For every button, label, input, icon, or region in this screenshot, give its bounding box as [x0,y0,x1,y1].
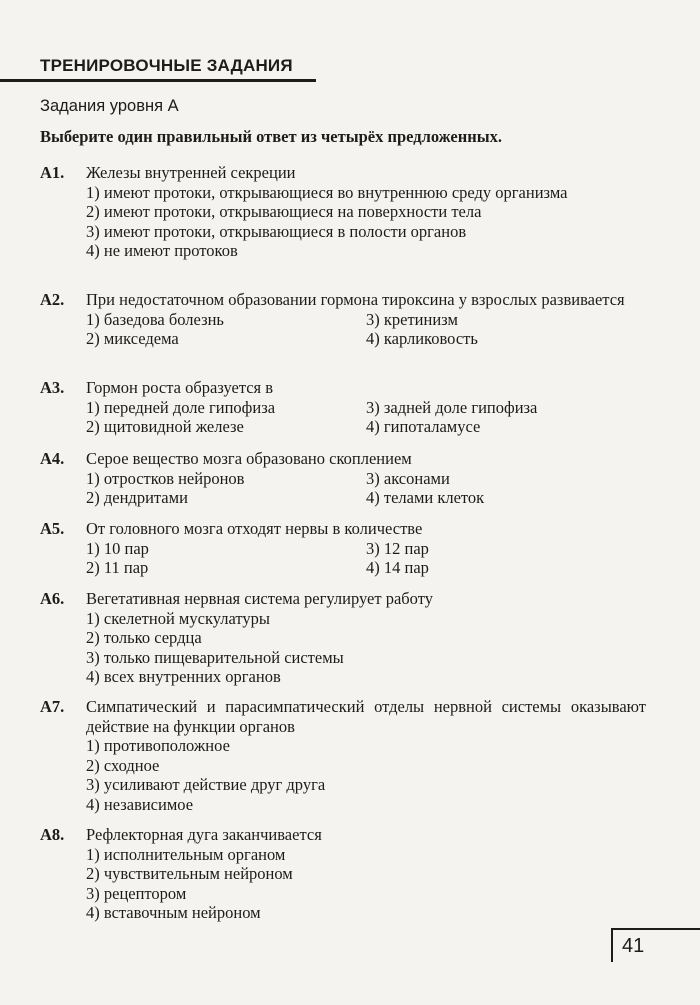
instruction-text: Выберите один правильный ответ из четырёх предложенных. [40,127,503,146]
question-number: А5. [40,519,65,538]
question-a2 [40,290,640,349]
answer-option: 3) только пищеварительной системы [86,647,344,667]
answer-option: 3) задней доле гипофиза [366,397,538,417]
answer-option: 4) 14 пар [366,558,429,577]
question-stem: Гормон роста образуется в [86,378,274,397]
question-a1 [40,163,640,261]
answer-option: 1) исполнительным органом [86,844,286,864]
answer-option: 2) только сердца [86,628,202,647]
answer-option: 2) имеют протоки, открывающиеся на поверхности тела [86,202,482,221]
question-number: А8. [40,825,65,844]
question-a4 [40,449,640,508]
answer-option: 4) независимое [86,794,194,814]
answer-option: 3) усиливают действие друг друга [86,775,326,794]
answer-option: 2) чувствительным нейроном [86,864,293,883]
answer-option: 4) гипоталамусе [366,417,481,436]
answer-option: 1) противоположное [86,736,230,755]
answer-option: 2) 11 пар [86,558,149,577]
level-subheading: Задания уровня А [40,97,179,115]
question-a6 [40,589,640,687]
question-a5 [40,519,640,578]
page-number-bracket [611,928,613,962]
answer-option: 4) не имеют протоков [86,241,238,260]
page-number-bracket-top [611,928,700,930]
answer-option: 4) карликовость [366,329,478,348]
question-number: А2. [40,290,65,309]
answer-option: 4) телами клеток [366,488,485,507]
question-number: А3. [40,378,65,397]
answer-option: 1) базедова болезнь [86,309,224,329]
answer-option: 2) щитовидной железе [86,417,244,436]
answer-option: 4) всех внутренних органов [86,667,281,686]
answer-option: 3) рецептором [86,883,187,903]
question-stem: От головного мозга отходят нервы в количестве [86,519,423,538]
question-number: А4. [40,449,65,468]
answer-option: 3) кретинизм [366,309,458,329]
question-number: А1. [40,163,65,182]
answer-option: 4) вставочным нейроном [86,903,261,922]
question-stem: Вегетативная нервная система регулирует работу [86,589,433,608]
question-stem: При недостаточном образовании гормона тироксина у взрослых развивается [86,290,625,309]
question-a8 [40,825,640,923]
section-title-underline [0,79,316,82]
answer-option: 1) имеют протоки, открывающиеся во внутреннюю среду организма [86,182,568,202]
answer-option: 1) скелетной мускулатуры [86,608,270,628]
answer-option: 1) передней доле гипофиза [86,397,276,417]
question-stem: Серое вещество мозга образовано скоплением [86,449,412,468]
question-a7 [40,697,646,814]
answer-option: 3) аксонами [366,468,450,488]
question-number: А6. [40,589,65,608]
section-title: ТРЕНИРОВОЧНЫЕ ЗАДАНИЯ [40,56,293,75]
question-stem: Железы внутренней секреции [86,163,296,182]
question-a3 [40,378,640,437]
answer-option: 2) микседема [86,329,179,348]
answer-option: 2) дендритами [86,488,188,507]
answer-option: 3) 12 пар [366,538,429,558]
answer-option: 1) 10 пар [86,538,149,558]
answer-option: 1) отростков нейронов [86,468,245,488]
question-stem: Рефлекторная дуга заканчивается [86,825,322,844]
page-number: 41 [622,935,645,957]
question-stem: Симпатический и парасимпатический отделы нервной системы оказывают действие на функции органов [86,697,646,736]
question-number: А7. [40,697,65,716]
answer-option: 2) сходное [86,755,160,775]
answer-option: 3) имеют протоки, открывающиеся в полости органов [86,221,467,241]
